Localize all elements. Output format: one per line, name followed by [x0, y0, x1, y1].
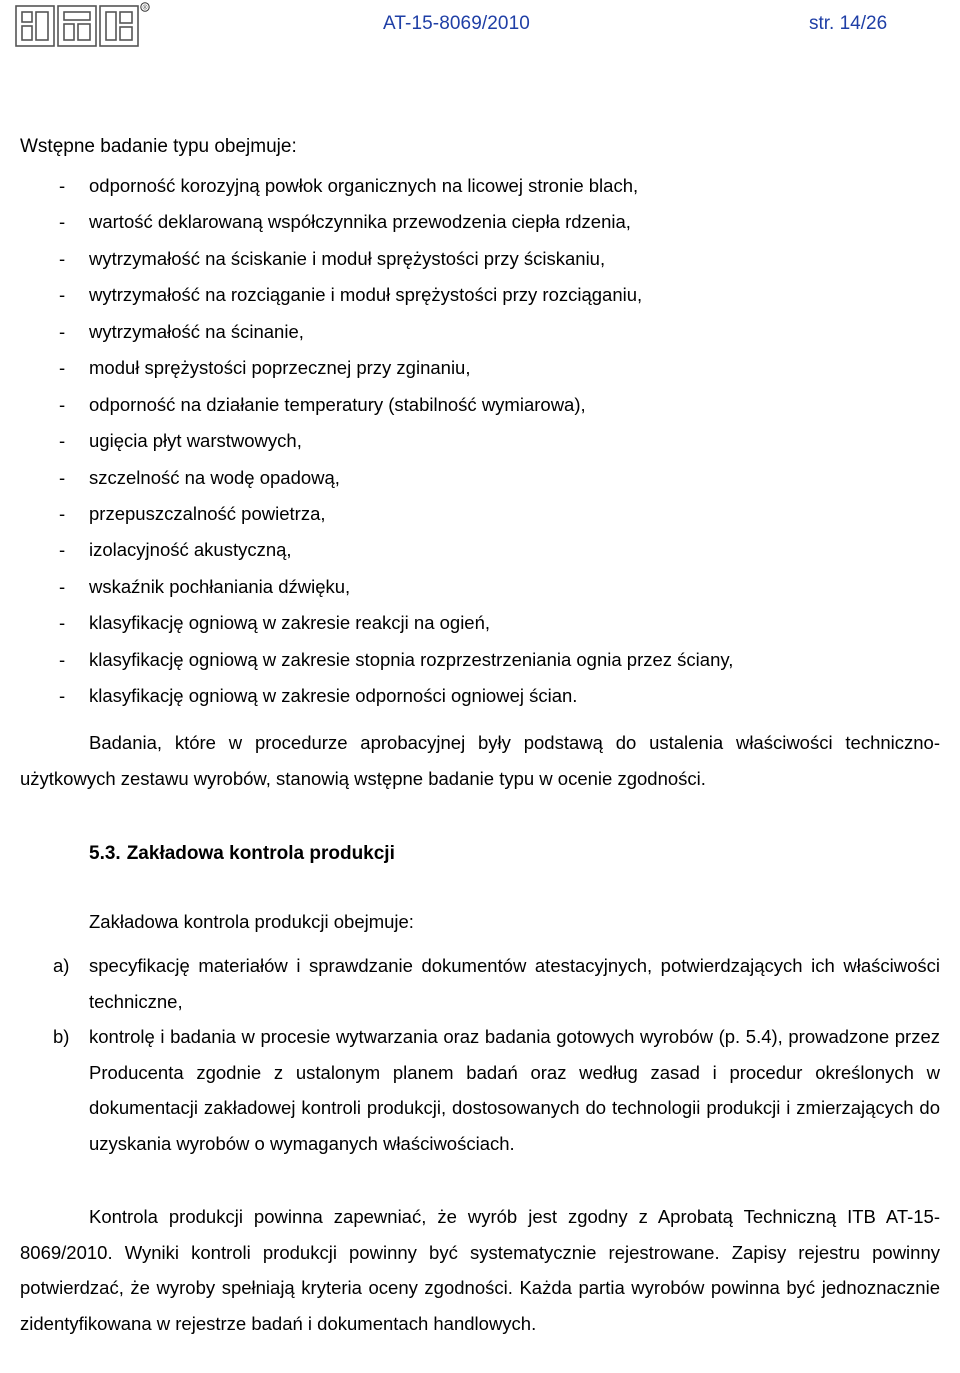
list-item-text: kontrolę i badania w procesie wytwarzania oraz badania gotowych wyrobów (p. 5.4), prowadzone przez Producenta zgodnie z ustalonym planem badań oraz według zasad i procedur określonych w dokumentacji zakładowej kontroli produkcji, dostosowanych do technologii produkcji i zmierzających do uzyskania wyrobów o wymaganych właściwościach. [89, 1026, 940, 1154]
list-marker: b) [53, 1026, 70, 1047]
svg-text:®: ® [142, 4, 148, 12]
initial-type-testing-paragraph: Badania, które w procedurze aprobacyjnej były podstawą do ustalenia właściwości techniczno-użytkowych zestawu wyrobów, stanowią wstępne badanie typu w ocenie zgodności. [20, 732, 940, 789]
itb-logo [14, 2, 150, 48]
section-heading [89, 843, 395, 865]
fpc-list [0, 948, 960, 1161]
page-number: str. 14/26 [809, 13, 888, 34]
section-title: Zakładowa kontrola produkcji [126, 843, 395, 864]
production-control-paragraph: Kontrola produkcji powinna zapewniać, że wyrób jest zgodny z Aprobatą Techniczną ITB AT-15-8069/2010. Wyniki kontroli produkcji powinny być systematycznie rejestrowane. Zapisy rejestru powinny potwierdzać, że wyroby spełniają kryteria oceny zgodności. Każda partia wyrobów powinna być jednoznacznie zidentyfikowana w rejestrze badań i dokumentach handlowych. [20, 1206, 940, 1334]
initial-type-testing-intro: Wstępne badanie typu obejmuje: [20, 136, 297, 157]
list-item [0, 948, 960, 1019]
page-header [0, 0, 960, 60]
document-number: AT-15-8069/2010 [383, 13, 530, 34]
section-number: 5.3. [89, 843, 121, 864]
list-item [0, 1019, 960, 1161]
list-item-text: specyfikację materiałów i sprawdzanie dokumentów atestacyjnych, potwierdzających ich właściwości techniczne, [89, 955, 940, 1012]
fpc-intro: Zakładowa kontrola produkcji obejmuje: [89, 911, 414, 932]
list-marker: a) [53, 955, 70, 976]
